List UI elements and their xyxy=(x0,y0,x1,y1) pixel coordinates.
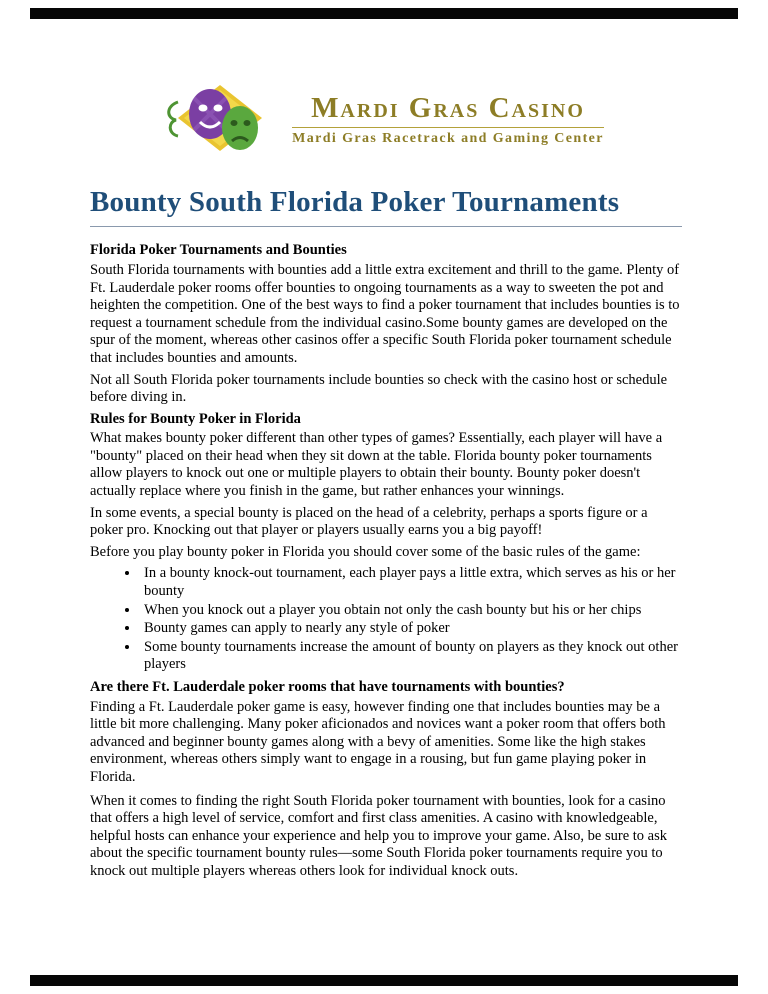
list-item: • Some bounty tournaments increase the amount of bounty on players as they knock out other players xyxy=(140,639,682,674)
paragraph-intro: South Florida tournaments with bounties add a little extra excitement and thrill to the game. Plenty of Ft. Lauderdale poker rooms offer bounties to ongoing tournaments as a way to sweeten the pot and heighten the competition. One of the best ways to find a poker tournament that includes bounties is to request a tournament schedule from the individual casino.Some bounty games are developed on the spur of the moment, whereas other casinos offer a specific South Florida poker tournament schedule that includes bounties and amounts. xyxy=(90,261,680,366)
paragraph-closing: When it comes to finding the right South Florida poker tournament with bounties, look for a casino that offers a high level of service, comfort and first class amenities. A casino with knowledgeable, helpful hosts can enhance your experience and help you to improve your game. Also, be sure to ask about the specific tournament bounty rules—some South Florida poker tournaments require you to knock out multiple players whereas others look for individual knock outs. xyxy=(90,792,668,879)
article xyxy=(0,186,768,881)
list-item: • In a bounty knock-out tournament, each player pays a little extra, which serves as his or her bounty xyxy=(140,565,682,600)
list-item: • Bounty games can apply to nearly any style of poker xyxy=(140,620,682,638)
paragraph-basic-rules-lead: Before you play bounty poker in Florida you should cover some of the basic rules of the game: xyxy=(90,543,641,560)
paragraph-celebrity-bounty: In some events, a special bounty is placed on the head of a celebrity, perhaps a sports figure or a poker pro. Knocking out that player or players usually earns you a big payoff! xyxy=(90,504,648,539)
bottom-border-bar xyxy=(30,975,738,986)
casino-logo xyxy=(0,84,768,156)
logo-tagline: Mardi Gras Racetrack and Gaming Center xyxy=(292,127,604,147)
paragraph-what-makes: What makes bounty poker different than other types of games? Essentially, each player will have a "bounty" placed on their head when they sit down at the table. Florida bounty poker tournaments allow players to knock out one or multiple players to obtain their bounty. Bounty poker doesn't actually replace where you finish in the game, but rather enhances your winnings. xyxy=(90,430,663,500)
logo-text-block xyxy=(292,93,604,147)
top-border-bar xyxy=(30,8,738,19)
logo-brand-text: Mardi Gras Casino xyxy=(311,91,585,124)
section-heading-bounties: Florida Poker Tournaments and Bounties xyxy=(90,242,347,259)
paragraph-finding-game: Finding a Ft. Lauderdale poker game is easy, however finding one that includes bounties may be a little bit more challenging. Many poker aficionados and novices want a poker room that offers both advanced and beginner bounty games along with a bevy of amenities. Some like the high stakes environment, whereas others simply want to engage in a rousing, but fun game playing poker in Florida. xyxy=(90,698,666,785)
paragraph-check-schedule: Not all South Florida poker tournaments include bounties so check with the casino host or schedule before diving in. xyxy=(90,371,668,406)
page-title: Bounty South Florida Poker Tournaments xyxy=(90,186,682,227)
list-item: • When you knock out a player you obtain not only the cash bounty but his or her chips xyxy=(140,602,682,620)
bullet-list xyxy=(90,565,682,674)
section-heading-rules: Rules for Bounty Poker in Florida xyxy=(90,410,301,427)
section-heading-poker-rooms: Are there Ft. Lauderdale poker rooms that have tournaments with bounties? xyxy=(90,679,565,695)
comedy-tragedy-masks-icon xyxy=(164,84,276,156)
